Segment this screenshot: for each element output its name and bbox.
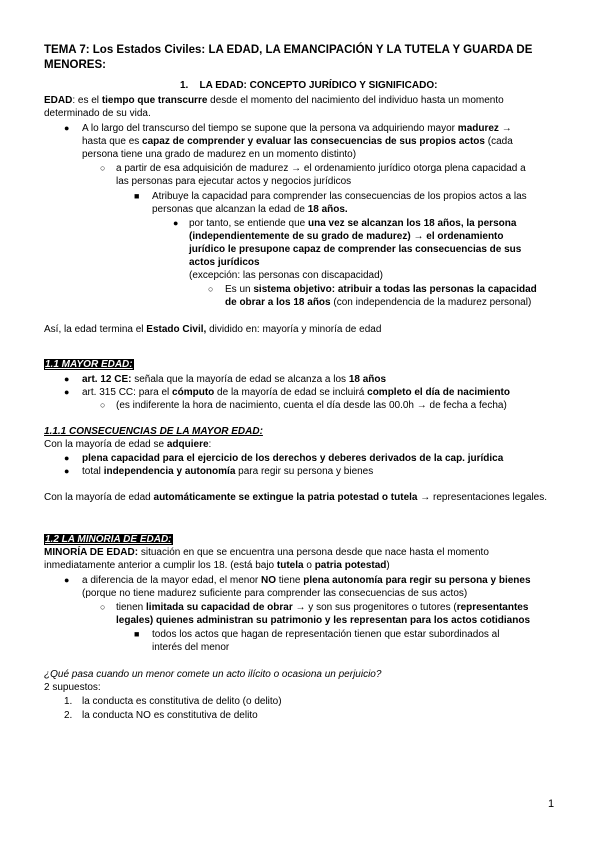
section-heading [180,79,437,92]
text: : es el [72,95,102,106]
list-item [82,122,512,135]
list-item-cont: (porque no tiene madurez suficiente para comprender las consecuencias de sus actos) [82,588,468,599]
edad-definition [44,94,504,107]
bullet-dot: ● [64,575,70,585]
page-title: TEMA 7: Los Estados Civiles: LA EDAD, LA EMANCIPACIÓN Y LA TUTELA Y GUARDA DE MENORES: [44,44,533,71]
subsection-heading [44,533,173,546]
text: desde el momento del nacimiento del individuo hasta un momento [207,95,504,106]
numbered-item: la conducta es constitutiva de delito (o delito) [82,696,282,707]
list-item-cont: jurídico le presupone capaz de comprender las consecuencias de sus [189,244,522,255]
paragraph [44,546,489,559]
paragraph [44,491,547,504]
section-heading-text: LA EDAD: CONCEPTO JURÍDICO Y SIGNIFICADO: [199,80,438,91]
list-item-cont: legales) quienes administran su patrimonio y les representan para los actos cotidianos [116,615,531,626]
paragraph-cont [44,559,390,572]
text: de la mayoría de edad se incluirá [214,387,368,398]
list-item [82,373,386,386]
subsection-heading [44,358,134,371]
bullet-dot: ● [173,218,179,228]
edad-definition-cont: determinado de su vida. [44,108,151,119]
text: : [208,439,212,450]
text: A lo largo del transcurso del tiempo se supone que la persona va adquiriendo mayor [82,123,458,134]
list-item-cont: interés del menor [152,642,230,653]
text: señala que la mayoría de edad se alcanza a los [131,374,349,385]
list-item: Atribuye la capacidad para comprender las consecuencias de los propios actos a las [152,191,527,202]
bullet-circle: ○ [100,400,106,410]
bold-text: cómputo [172,387,215,398]
subsection-heading [44,425,263,438]
bold-text: adquiere [166,439,209,450]
underlined-heading: 1.1.1 CONSECUENCIAS DE LA MAYOR EDAD: [44,426,263,437]
text: → y son sus progenitores o tutores ( [292,602,457,613]
text: inmediatamente anterior a cumplir los 18. (está bajo [44,560,277,571]
list-item: a partir de esa adquisición de madurez → el ordenamiento jurídico otorga plena capacidad a [116,163,526,174]
bold-text: representantes [456,602,529,613]
text: tienen [116,602,147,613]
list-item [116,601,528,614]
bullet-dot: ● [64,374,70,384]
bold-text: NO [261,575,276,586]
bold-text: plena autonomía para regir su persona y bienes [303,575,531,586]
list-item [82,574,531,587]
list-item [189,217,516,230]
text: dividido en: mayoría y minoría de edad [206,324,382,335]
list-item-cont: persona tiene una grado de madurez en un momento distinto) [82,149,357,160]
section-number: 1. [180,80,189,91]
text: Así, la edad termina el [44,324,147,335]
bullet-circle: ○ [208,284,214,294]
list-item-cont: las personas para ejecutar actos y negocios jurídicos [116,176,352,187]
bullet-square: ■ [134,191,140,201]
bold-text: madurez [457,123,499,134]
bold-text: completo el día de nacimiento [367,387,510,398]
bold-text: independencia y autonomía [103,466,236,477]
text: (cada [484,136,513,147]
bold-text: art. 12 CE: [82,374,132,385]
text: Con la mayoría de edad [44,492,154,503]
bold-text: automáticamente se extingue la patria potestad o tutela [153,492,418,503]
bullet-circle: ○ [100,602,106,612]
list-item-cont: (independientemente de su grado de madurez) → el ordenamiento [189,231,504,242]
text: tiene [276,575,304,586]
highlighted-heading: 1.1 MAYOR EDAD: [45,359,133,370]
highlighted-heading: 1.2 LA MINORÍA DE EDAD: [45,534,172,545]
bold-text: capaz de comprender y evaluar las consecuencias de sus propios actos [142,136,485,147]
bullet-dot: ● [64,453,70,463]
bold-text: tutela [276,560,304,571]
paragraph: 2 supuestos: [44,682,101,693]
paragraph [44,438,211,451]
text: total [82,466,104,477]
page-number: 1 [548,798,555,810]
bold-text: Estado Civil, [146,324,207,335]
list-item [225,283,537,296]
list-item: plena capacidad para el ejercicio de los derechos y deberes derivados de la cap. jurídica [82,453,504,464]
list-item [82,386,510,399]
bullet-dot: ● [64,387,70,397]
text: para regir su persona y bienes [235,466,374,477]
text: por tanto, se entiende que [189,218,308,229]
list-item: (es indiferente la hora de nacimiento, cuenta el día desde las 00.0h → de fecha a fecha) [116,400,507,411]
bold-text: tiempo que transcurre [101,95,208,106]
text: (con independencia de la madurez personal) [330,297,532,308]
bold-text: 18 años [348,374,387,385]
list-item: todos los actos que hagan de representación tienen que estar subordinados al [152,629,500,640]
bold-text: MINORÍA DE EDAD: [44,547,139,558]
bullet-square: ■ [134,629,140,639]
text: personas que alcanzan la edad de [152,204,308,215]
list-item-cont [152,203,348,216]
definition-term: EDAD [44,95,73,106]
numbered-marker: 1. [64,696,73,707]
bullet-circle: ○ [100,163,106,173]
bold-text: de obrar a los 18 años [225,297,331,308]
list-item-cont: (excepción: las personas con discapacidad) [189,270,383,281]
numbered-marker: 2. [64,710,73,721]
question-text: ¿Qué pasa cuando un menor comete un acto ilícito o ocasiona un perjuicio? [44,669,382,680]
text: art. 315 CC: para el [82,387,173,398]
text: → [498,123,512,134]
bold-text: una vez se alcanzan los 18 años, la persona [307,218,517,229]
list-item-cont [82,135,513,148]
bold-text: sistema objetivo: atribuir a todas las personas la capacidad [253,284,537,295]
bold-text: patria potestad [314,560,387,571]
summary-paragraph [44,323,381,336]
list-item [82,465,373,478]
text: Es un [225,284,254,295]
text: o [303,560,315,571]
text: situación en que se encuentra una persona desde que nace hasta el momento [138,547,489,558]
text: ) [386,560,390,571]
list-item-cont [225,296,531,309]
numbered-item: la conducta NO es constitutiva de delito [82,710,258,721]
list-item-cont: actos jurídicos [189,257,260,268]
bold-text: 18 años. [307,204,348,215]
text: hasta que es [82,136,143,147]
text: Con la mayoría de edad se [44,439,167,450]
text: a diferencia de la mayor edad, el menor [82,575,261,586]
bullet-dot: ● [64,466,70,476]
bold-text: limitada su capacidad de obrar [146,602,293,613]
bullet-dot: ● [64,123,70,133]
text: → representaciones legales. [417,492,548,503]
